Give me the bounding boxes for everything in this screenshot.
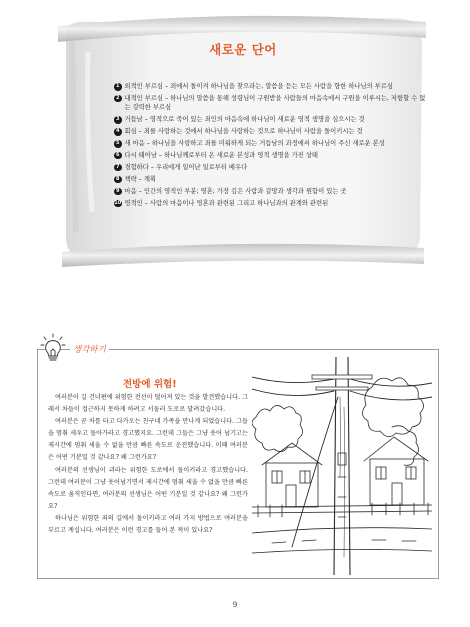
vocab-text: 거듭남 – 영적으로 죽어 있는 죄인의 마음속에 하나님이 새로운 영적 생명을 심으시는 것 <box>124 116 365 124</box>
vocab-text: 영적인 – 사람의 마음이나 영혼과 관련된 그리고 하나님과의 관계와 관련된 <box>124 199 329 207</box>
page-number: 9 <box>232 601 238 609</box>
vocab-item <box>114 127 428 136</box>
vocab-text: 회심 – 죄를 사랑하는 것에서 하나님을 사랑하는 것으로 하나님이 사람을 돌이키시는 것 <box>124 128 363 136</box>
story-paragraph: 여러분의 선생님이 괴라는 위험한 도로에서 돌이키라고 경고했습니다. 그런데 여러분이 그냥 웃어넘기면서 제시간에 멈춰 세울 수 없을 만큼 빠른 속도로 움직인다면, 여러분의 선생님은 어떤 기분일 것 같나요? 왜 그런가요? <box>48 466 248 510</box>
vocab-text: 경험하다 – 우리에게 일어난 일로부터 배우다 <box>124 163 248 171</box>
vocab-text: 책략 – 계획 <box>124 175 156 183</box>
vocab-item <box>114 94 428 113</box>
vocab-item <box>114 199 428 208</box>
think-label: 생각하기 <box>70 343 109 355</box>
lightbulb-icon <box>40 333 66 363</box>
street-pole-illustration <box>252 357 432 575</box>
vocab-title: 새로운 단어 <box>209 42 277 57</box>
item-number-badge: 8 <box>114 176 122 184</box>
vocab-scroll <box>58 12 428 267</box>
vocab-item <box>114 151 428 160</box>
vocab-item <box>114 187 428 196</box>
story-paragraph: 여러분이 길 건너편에 위험한 전선이 떨어져 있는 것을 발견했습니다. 그래서 차들이 접근하지 못하게 하려고 서둘러 도로로 달려갔습니다. <box>48 394 249 414</box>
story-paragraph: 하나님은 위험한 죄의 길에서 돌이키라고 여러 가지 방법으로 여러분을 부르고 계십니다. 여러분은 이런 경고를 들어 본 적이 있나요? <box>48 514 248 535</box>
vocab-text: 내적인 부르심 – 하나님의 말씀을 통해 성령님이 구원받을 사람들의 마음속에서 구원을 이루시는, 저항할 수 없는 강력한 부르심 <box>124 94 426 112</box>
vocab-text: 새 마음 – 하나님을 사랑하고 죄를 미워하게 되는 거듭남의 과정에서 하나님이 주신 새로운 본성 <box>124 140 385 148</box>
vocab-item <box>114 163 428 172</box>
vocab-item <box>114 115 428 124</box>
item-number-badge: 7 <box>114 164 122 172</box>
item-number-badge: 4 <box>114 128 122 136</box>
vocab-text: 외적인 부르심 – 죄에서 돌이켜 하나님을 찾으라는, 말씀을 듣는 모든 사람을 향한 하나님의 부르심 <box>124 83 393 90</box>
vocab-text: 다시 태어남 – 하나님께로부터 온 새로운 본성과 영적 생명을 가진 상태 <box>124 151 318 159</box>
item-number-badge: 3 <box>114 116 122 124</box>
story-text <box>48 392 248 537</box>
vocab-text: 마음 – 인간의 영적인 부분; 영혼; 가장 깊은 사람과 갈망과 생각과 원함이 있는 곳 <box>124 187 347 195</box>
item-number-badge: 6 <box>114 152 122 160</box>
item-number-badge: 2 <box>114 95 122 103</box>
item-number-badge: 5 <box>114 140 122 148</box>
vocab-list <box>114 82 428 210</box>
story-paragraph: 여러분은 곧 차를 타고 다가오는 친구네 가족을 만나게 되었습니다. 그들을 멈춰 세우고 돌아가라고 경고했지요. 그런데 그들은 그냥 웃어 넘기고는 제시간에 멈춰 세울 수 없을 만큼 빠른 속도로 운전했습니다. 이때 여러분은 어떤 기분일 것 같나요? 왜 그런가요? <box>48 418 249 462</box>
vocab-item <box>114 82 428 91</box>
item-number-badge: 9 <box>114 188 122 196</box>
item-number-badge: 10 <box>114 199 122 206</box>
item-number-badge: 1 <box>114 83 122 91</box>
vocab-item <box>114 139 428 148</box>
story-title: 전방에 위험! <box>123 379 177 390</box>
vocab-item <box>114 175 428 184</box>
